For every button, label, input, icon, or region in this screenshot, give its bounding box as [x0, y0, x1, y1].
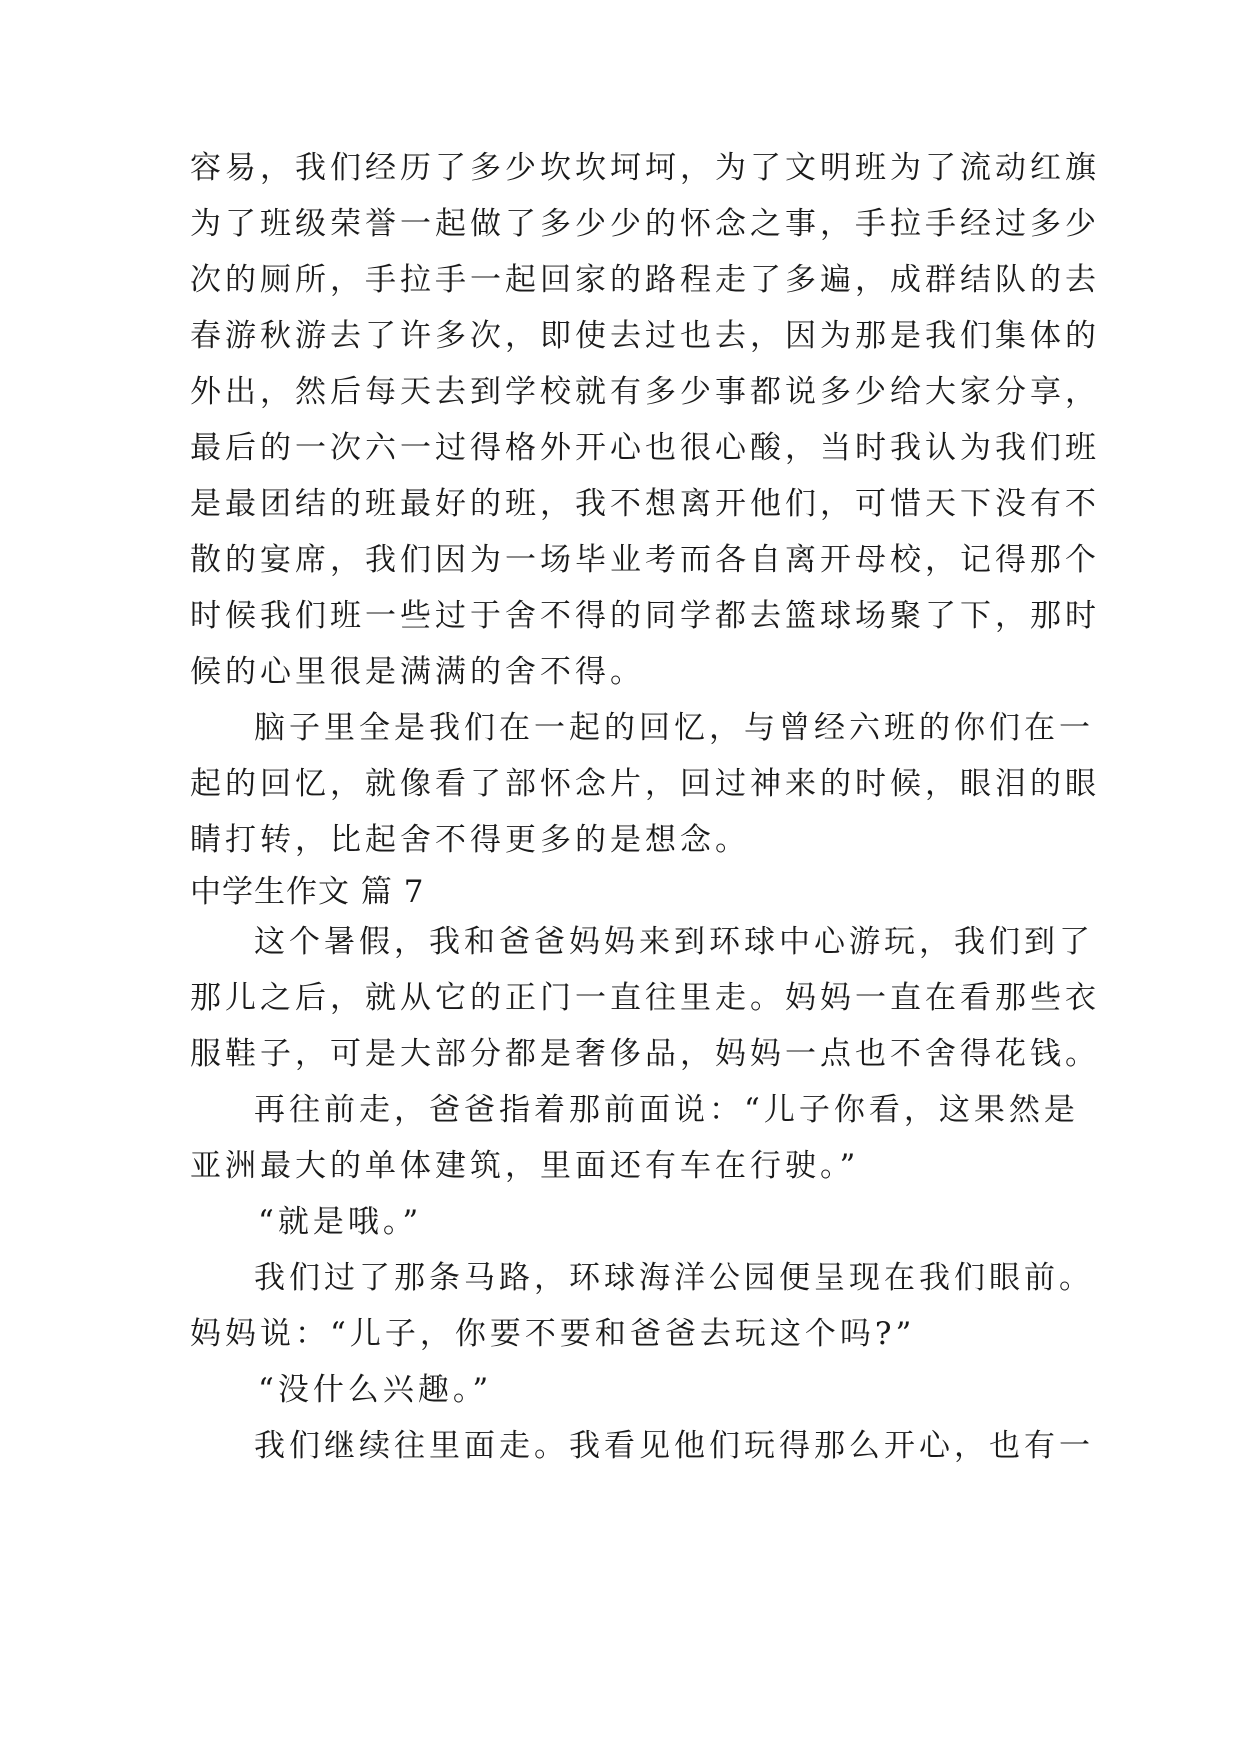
text-line: 妈妈说：“儿子，你要不要和爸爸去玩这个吗?”	[190, 1316, 916, 1352]
text-line: 睛打转，比起舍不得更多的是想念。	[190, 822, 750, 858]
paragraph-first-line: 这个暑假，我和爸爸妈妈来到环球中心游玩，我们到了	[254, 924, 1094, 960]
text-line: 起的回忆，就像看了部怀念片，回过神来的时候，眼泪的眼	[190, 766, 1100, 802]
dialogue-line: “没什么兴趣。”	[258, 1372, 493, 1408]
text-line: 容易，我们经历了多少坎坎坷坷，为了文明班为了流动红旗	[190, 150, 1100, 186]
text-line: 亚洲最大的单体建筑，里面还有车在行驶。”	[190, 1148, 860, 1184]
text-line: 春游秋游去了许多次，即使去过也去，因为那是我们集体的	[190, 318, 1100, 354]
text-line: 散的宴席，我们因为一场毕业考而各自离开母校，记得那个	[190, 542, 1100, 578]
paragraph-first-line: 脑子里全是我们在一起的回忆，与曾经六班的你们在一	[254, 710, 1094, 746]
text-line: 那儿之后，就从它的正门一直往里走。妈妈一直在看那些衣	[190, 980, 1100, 1016]
text-line: 外出，然后每天去到学校就有多少事都说多少给大家分享，	[190, 374, 1100, 410]
text-line: 是最团结的班最好的班，我不想离开他们，可惜天下没有不	[190, 486, 1100, 522]
text-line: 为了班级荣誉一起做了多少少的怀念之事，手拉手经过多少	[190, 206, 1100, 242]
text-line: 候的心里很是满满的舍不得。	[190, 654, 645, 690]
paragraph-first-line: 我们继续往里面走。我看见他们玩得那么开心，也有一	[254, 1428, 1094, 1464]
text-line: 服鞋子，可是大部分都是奢侈品，妈妈一点也不舍得花钱。	[190, 1036, 1100, 1072]
paragraph-first-line: 再往前走，爸爸指着那前面说：“儿子你看，这果然是	[254, 1092, 1079, 1128]
text-line: 次的厕所，手拉手一起回家的路程走了多遍，成群结队的去	[190, 262, 1100, 298]
section-heading: 中学生作文 篇 7	[190, 874, 425, 910]
dialogue-line: “就是哦。”	[258, 1204, 423, 1240]
text-line: 最后的一次六一过得格外开心也很心酸，当时我认为我们班	[190, 430, 1100, 466]
paragraph-first-line: 我们过了那条马路，环球海洋公园便呈现在我们眼前。	[254, 1260, 1094, 1296]
text-line: 时候我们班一些过于舍不得的同学都去篮球场聚了下，那时	[190, 598, 1100, 634]
